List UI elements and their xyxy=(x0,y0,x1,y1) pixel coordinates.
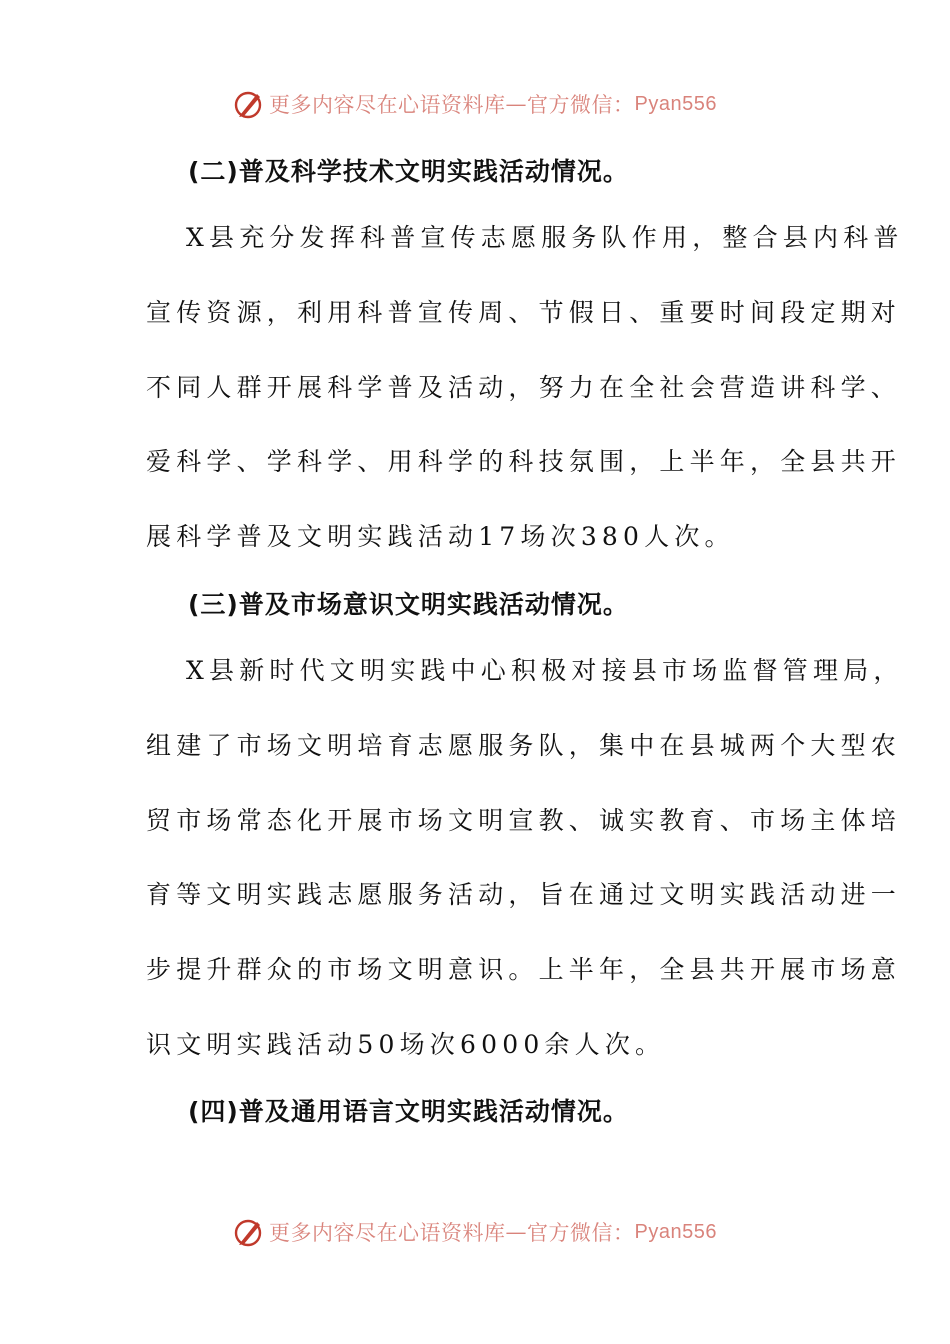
watermark-header xyxy=(0,84,950,124)
paragraph-line: X县充分发挥科普宣传志愿服务队作用，整合县内科普 xyxy=(186,223,904,252)
watermark-wechat-id: Pyan556 xyxy=(634,1220,717,1243)
watermark-footer xyxy=(0,1212,950,1252)
watermark-dash: — xyxy=(505,1220,528,1244)
pen-circle-logo-icon xyxy=(233,88,265,120)
paragraph-line: 宣传资源，利用科普宣传周、节假日、重要时间段定期对 xyxy=(146,298,902,327)
paragraph-line: 贸市场常态化开展市场文明宣教、诚实教育、市场主体培 xyxy=(146,806,902,835)
paragraph-line: 组建了市场文明培育志愿服务队，集中在县城两个大型农 xyxy=(146,731,902,760)
paragraph-line: X县新时代文明实践中心积极对接县市场监督管理局， xyxy=(186,656,904,685)
watermark-suffix: 官方微信： xyxy=(527,1221,635,1245)
section-heading-3: (三)普及市场意识文明实践活动情况。 xyxy=(188,590,629,619)
paragraph-line: 展科学普及文明实践活动17场次380人次。 xyxy=(146,522,735,551)
watermark-text: 更多内容尽在心语资料库 xyxy=(269,93,506,117)
paragraph-line: 育等文明实践志愿服务活动，旨在通过文明实践活动进一 xyxy=(146,880,902,909)
section-heading-4: (四)普及通用语言文明实践活动情况。 xyxy=(188,1097,629,1126)
watermark-suffix: 官方微信： xyxy=(527,93,635,117)
paragraph-line: 识文明实践活动50场次6000余人次。 xyxy=(146,1030,666,1059)
watermark-dash: — xyxy=(505,92,528,116)
pen-circle-logo-icon xyxy=(233,1216,265,1248)
paragraph-line: 步提升群众的市场文明意识。上半年，全县共开展市场意 xyxy=(146,955,902,984)
paragraph-line: 爱科学、学科学、用科学的科技氛围，上半年，全县共开 xyxy=(146,447,902,476)
watermark-wechat-id: Pyan556 xyxy=(634,92,717,115)
section-heading-2: (二)普及科学技术文明实践活动情况。 xyxy=(188,157,629,186)
watermark-text: 更多内容尽在心语资料库 xyxy=(269,1221,506,1245)
paragraph-line: 不同人群开展科学普及活动，努力在全社会营造讲科学、 xyxy=(146,373,902,402)
